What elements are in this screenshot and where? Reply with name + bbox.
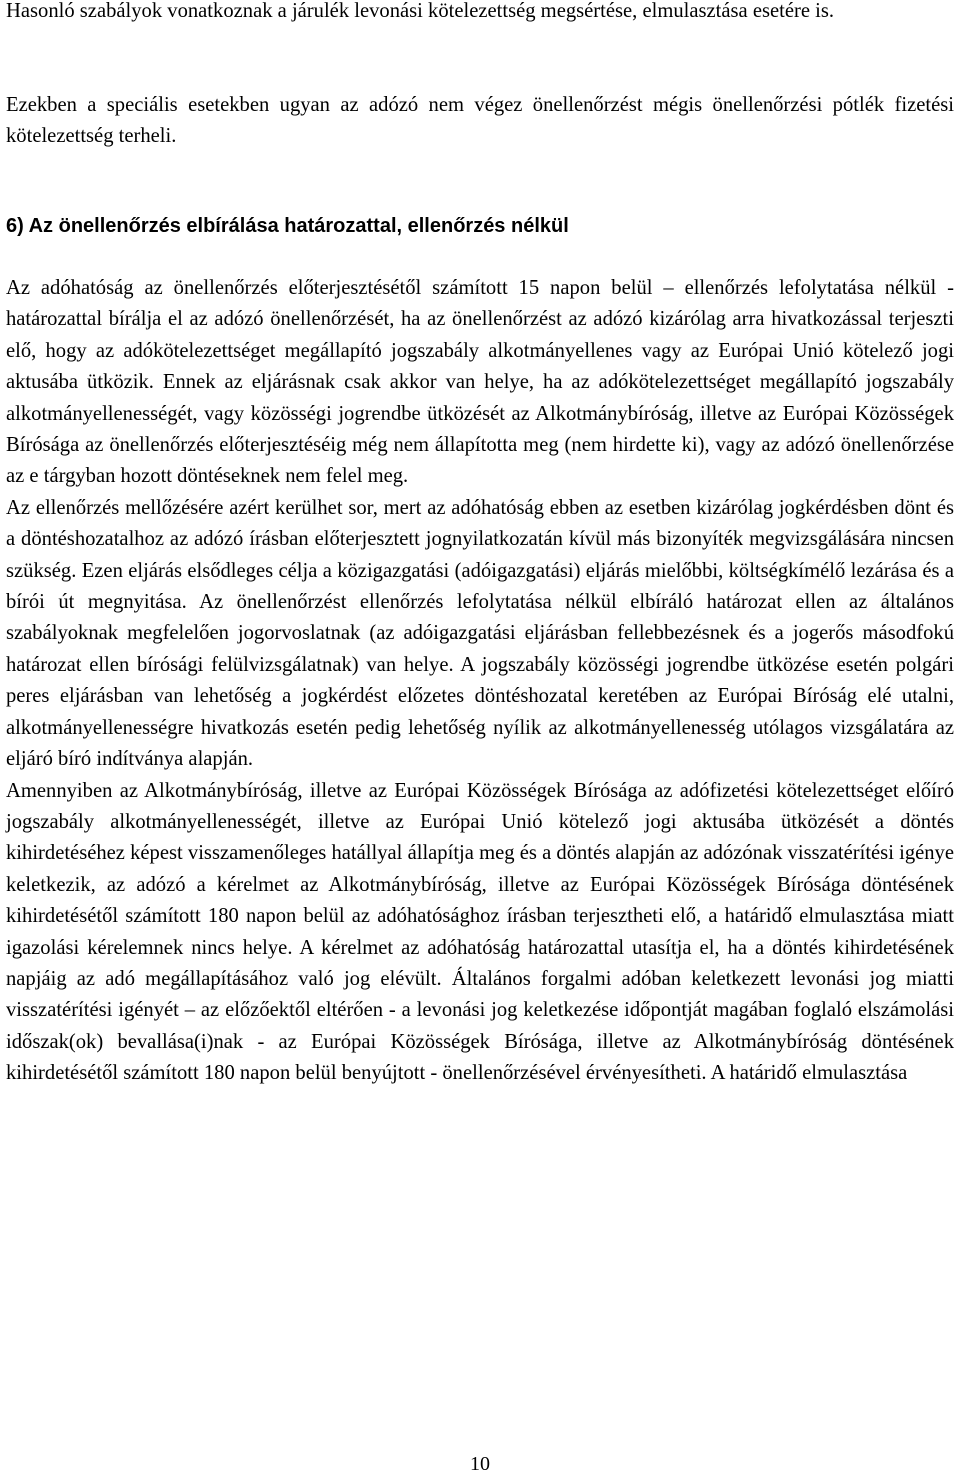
- paragraph-omission-of-audit: Az ellenőrzés mellőzésére azért kerülhet sor, mert az adóhatóság ebben az esetben kizárólag jogkérdésben dönt és a döntéshozatalhoz az adózó írásban előterjesztett jognyilatkozatán kívül más bizonyíték megvizsgálására nincsen szükség. Ezen eljárás elsődleges célja a közigazgatási (adóigazgatási) eljárás mielőbbi, költségkímélő lezárása és a bírói út megnyitása. Az önellenőrzést ellenőrzés lefolytatása nélkül elbíráló határozat ellen az általános szabályoknak megfelelően jogorvoslatnak (az adóigazgatási eljárásban fellebbezésnek és a jogerős másodfokú határozat ellen bírósági felülvizsgálatnak) van helye. A jogszabály közösségi jogrendbe ütközése esetén polgári peres eljárásban van lehetőség a jogkérdést előzetes döntéshozatal keretében az Európai Bíróság elé utalni, alkotmányellenességre hivatkozás esetén pedig lehetőség nyílik az alkotmányellenesség utólagos vizsgálatára az eljáró bíró indítványa alapján.: [6, 496, 954, 771]
- paragraph-refund-claim: Amennyiben az Alkotmánybíróság, illetve az Európai Közösségek Bírósága az adófizetési kötelezettséget előíró jogszabály alkotmányellenességét, illetve az Európai Unió kötelező jogi aktusába ütközését a döntés kihirdetéséhez képest visszamenőleges hatállyal állapítja meg és a döntés alapján az adózónak visszatérítési igénye keletkezik, az adózó a kérelmet az Alkotmánybíróság, illetve az Európai Közösségek Bírósága döntésének kihirdetésétől számított 180 napon belül az adóhatósághoz írásban terjesztheti elő, a határidő elmulasztása miatt igazolási kérelemnek nincs helye. A kérelmet az adóhatóság határozattal utasítja el, ha a döntés kihirdetésének napjáig az adó megállapításához való jog elévült. Általános forgalmi adóban keletkezett levonási jog miatti visszatérítési igényét – az előzőektől eltérően - a levonási jog keletkezése időpontját magában foglaló elszámolási időszak(ok) bevallása(i)nak - az Európai Közösségek Bírósága, illetve az Alkotmánybíróság döntésének kihirdetésétől számított 180 napon belül benyújtott - önellenőrzésével érvényesítheti. A határidő elmulasztása: [6, 779, 954, 1085]
- section-body: [6, 273, 954, 1090]
- paragraph-special-cases: Ezekben a speciális esetekben ugyan az adózó nem végez önellenőrzést mégis önellenőrzési pótlék fizetési kötelezettség terheli.: [6, 94, 954, 148]
- paragraph-review-by-resolution: Az adóhatóság az önellenőrzés előterjesztésétől számított 15 napon belül – ellenőrzés lefolytatása nélkül - határozattal bírálja el az adózó önellenőrzését, ha az önellenőrzést az adózó kizárólag arra hivatkozással terjeszti elő, hogy az adókötelezettséget megállapító jogszabály alkotmányellenes vagy az Európai Unió kötelező jogi aktusába ütközik. Ennek az eljárásnak csak akkor van helye, ha az adókötelezettséget megállapító jogszabály alkotmányellenességét, vagy közösségi jogrendbe ütközését az Alkotmánybíróság, illetve az Európai Közösségek Bírósága az önellenőrzés előterjesztéséig még nem állapította meg (nem hirdette ki), vagy az adózó önellenőrzése az e tárgyban hozott döntéseknek nem felel meg.: [6, 277, 954, 488]
- page-number: 10: [470, 1453, 490, 1475]
- paragraph-deduction-rules: Hasonló szabályok vonatkoznak a járulék levonási kötelezettség megsértése, elmulasztása esetére is.: [6, 0, 835, 22]
- section-heading: 6) Az önellenőrzés elbírálása határozattal, ellenőrzés nélkül: [6, 215, 569, 237]
